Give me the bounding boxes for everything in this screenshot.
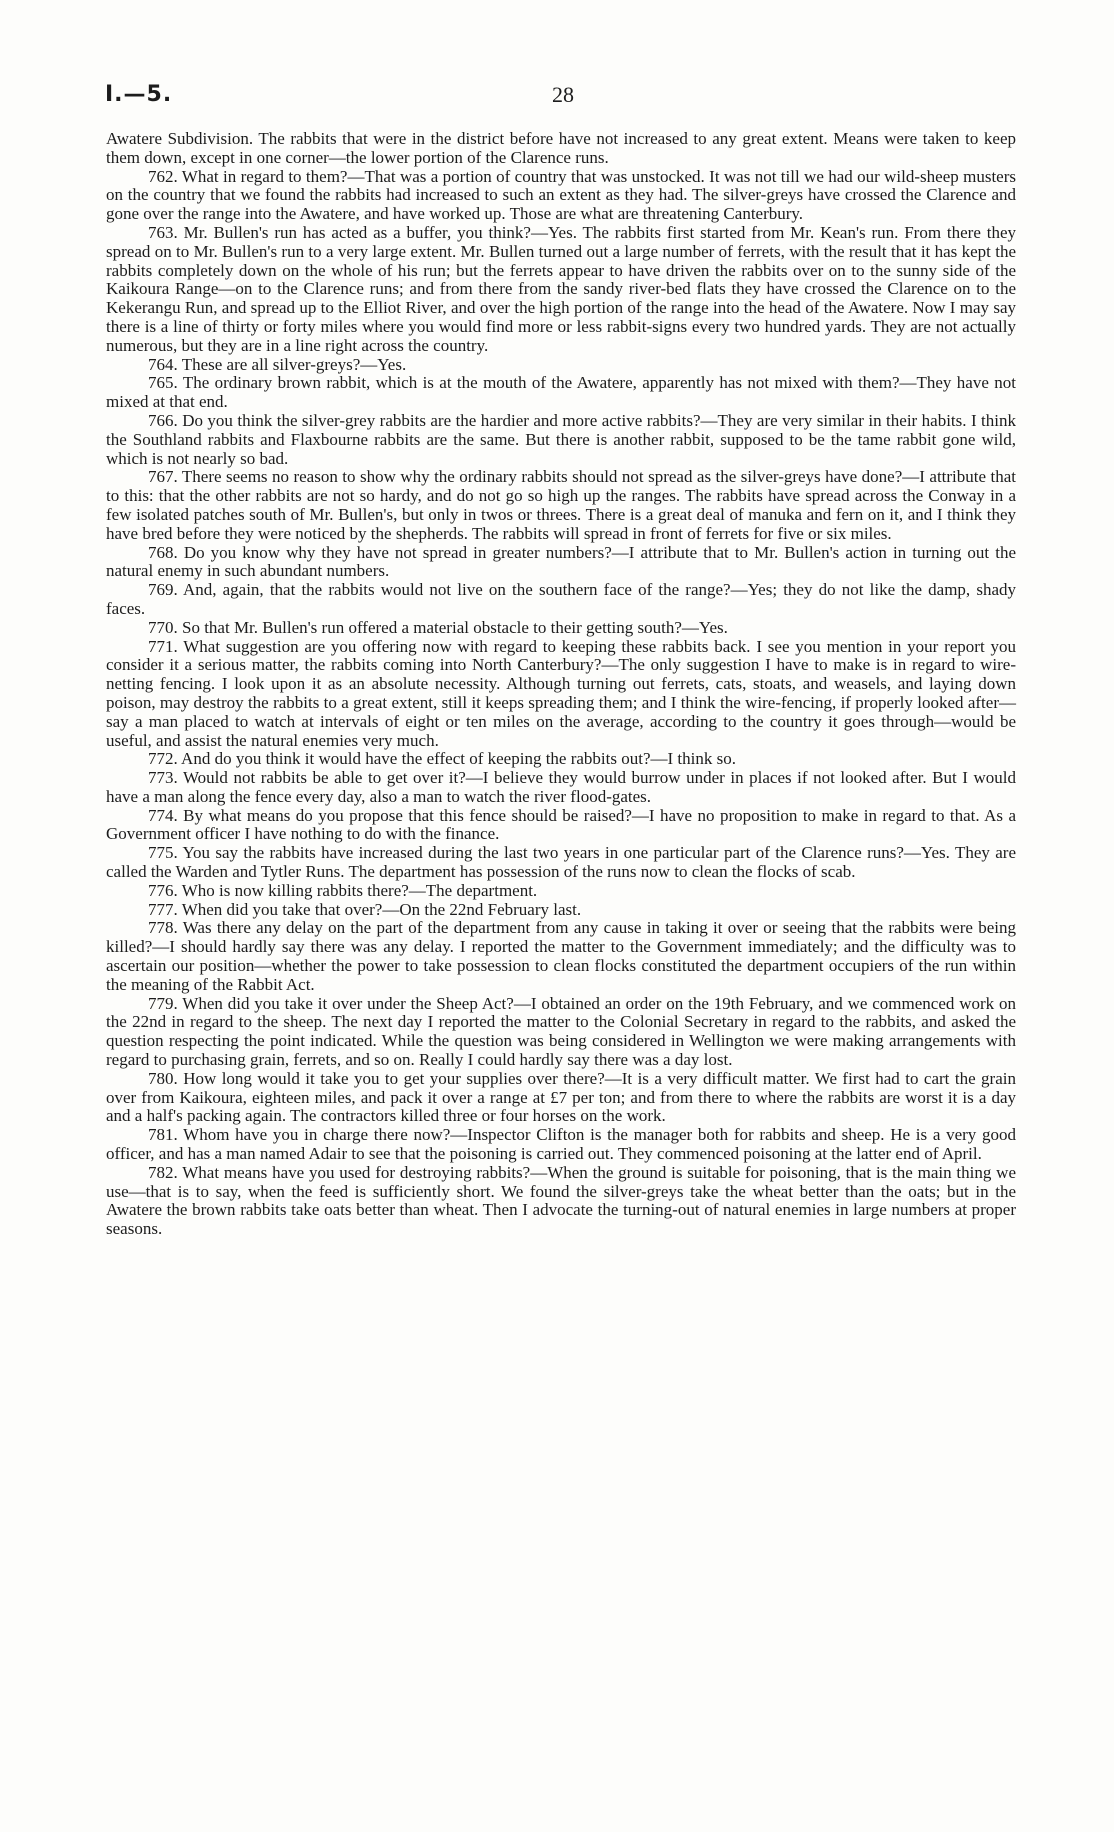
page-number: 28 bbox=[552, 82, 574, 107]
paragraph-778: 778. Was there any delay on the part of the department from any cause in taking it over or seeing that the rabbits were being killed?—I should hardly say there was any delay. I reported the matter to the Government immediately; and the difficulty was to ascertain our position—whether the power to take possession to clean flocks constituted the department occupiers of the run within the meaning of the Rabbit Act. bbox=[106, 918, 1016, 994]
document-code: I.—5. bbox=[105, 82, 173, 107]
paragraph-continuation: Awatere Subdivision. The rabbits that were in the district before have not increased to any great extent. Means were taken to keep them down, except in one corner—the lower portion of the Clarence runs. bbox=[106, 129, 1016, 167]
paragraph-764: 764. These are all silver-greys?—Yes. bbox=[148, 354, 407, 374]
paragraph-780: 780. How long would it take you to get your supplies over there?—It is a very difficult matter. We first had to cart the grain over from Kaikoura, eighteen miles, and pack it over a range at £7 per ton; and from there to where the rabbits are worst it is a day and a half's packing again. The contractors killed three or four horses on the work. bbox=[106, 1068, 1016, 1126]
paragraph-777: 777. When did you take that over?—On the 22nd February last. bbox=[148, 899, 582, 919]
paragraph-775: 775. You say the rabbits have increased during the last two years in one particular part of the Clarence runs?—Yes. They are called the Warden and Tytler Runs. The department has possession of the runs now to clean the flocks of scab. bbox=[106, 843, 1016, 882]
paragraph-782: 782. What means have you used for destroying rabbits?—When the ground is suitable for poisoning, that is the main thing we use—that is to say, when the feed is sufficiently short. We found the silver-greys take the wheat better than the oats; but in the Awatere the brown rabbits take oats better than wheat. Then I advocate the turning-out of natural enemies in large numbers at proper seasons. bbox=[106, 1162, 1016, 1239]
paragraph-762: 762. What in regard to them?—That was a portion of country that was unstocked. It was not till we had our wild-sheep musters on the country that we found the rabbits had increased to such an extent as they had. The silver-greys have crossed the Clarence and gone over the range into the Awatere, and have worked up. Those are what are threatening Canterbury. bbox=[106, 166, 1016, 224]
paragraph-768: 768. Do you know why they have not spread in greater numbers?—I attribute that to Mr. Bullen's action in turning out the natural enemy in such abundant numbers. bbox=[106, 542, 1016, 581]
body-text bbox=[106, 130, 1016, 1239]
paragraph-771: 771. What suggestion are you offering now with regard to keeping these rabbits back. I see you mention in your report you consider it a serious matter, the rabbits coming into North Canterbury?—The only suggestion I have to make is in regard to wire-netting fencing. I look upon it as an absolute necessity. Although turning out ferrets, cats, stoats, and weasels, and laying down poison, may destroy the rabbits to a great extent, still it keeps spreading them; and I think the wire-fencing, if properly looked after—say a man placed to watch at intervals of eight or ten miles on the average, according to the country it goes through—would be useful, and assist the natural enemies very much. bbox=[106, 636, 1016, 750]
paragraph-770: 770. So that Mr. Bullen's run offered a material obstacle to their getting south?—Yes. bbox=[148, 617, 728, 637]
paragraph-774: 774. By what means do you propose that this fence should be raised?—I have no proposition to make in regard to that. As a Government officer I have nothing to do with the finance. bbox=[106, 805, 1016, 844]
paragraph-766: 766. Do you think the silver-grey rabbits are the hardier and more active rabbits?—They are very similar in their habits. I think the Southland rabbits and Flaxbourne rabbits are the same. But there is another rabbit, supposed to be the tame rabbit gone wild, which is not nearly so bad. bbox=[106, 410, 1016, 468]
page-header bbox=[105, 82, 1015, 122]
paragraph-779: 779. When did you take it over under the Sheep Act?—I obtained an order on the 19th February, and we commenced work on the 22nd in regard to the sheep. The next day I reported the matter to the Colonial Secretary in regard to the rabbits, and asked the question respecting the point indicated. While the question was being considered in Wellington we were making arrangements with regard to purchasing grain, ferrets, and so on. Really I could hardly say there was a day lost. bbox=[106, 993, 1016, 1070]
paragraph-781: 781. Whom have you in charge there now?—Inspector Clifton is the manager both for rabbits and sheep. He is a very good officer, and has a man named Adair to see that the poisoning is carried out. They commenced poisoning at the latter end of April. bbox=[106, 1125, 1016, 1164]
paragraph-767: 767. There seems no reason to show why the ordinary rabbits should not spread as the silver-greys have done?—I attribute that to this: that the other rabbits are not so hardy, and do not go so high up the ranges. The rabbits have spread across the Conway in a few isolated patches south of Mr. Bullen's, but only in twos or threes. There is a great deal of manuka and fern on it, and I think they have bred before they were noticed by the shepherds. The rabbits will spread in front of ferrets for five or six miles. bbox=[106, 467, 1016, 543]
paragraph-773: 773. Would not rabbits be able to get over it?—I believe they would burrow under in places if not looked after. But I would have a man along the fence every day, also a man to watch the river flood-gates. bbox=[106, 768, 1016, 806]
paragraph-769: 769. And, again, that the rabbits would not live on the southern face of the range?—Yes; they do not like the damp, shady faces. bbox=[106, 580, 1016, 618]
paragraph-765: 765. The ordinary brown rabbit, which is at the mouth of the Awatere, apparently has not mixed with them?—They have not mixed at that end. bbox=[106, 373, 1016, 412]
paragraph-776: 776. Who is now killing rabbits there?—The department. bbox=[148, 880, 538, 900]
paragraph-772: 772. And do you think it would have the effect of keeping the rabbits out?—I think so. bbox=[148, 749, 736, 769]
paragraph-763: 763. Mr. Bullen's run has acted as a buffer, you think?—Yes. The rabbits first started from Mr. Kean's run. From there they spread on to Mr. Bullen's run to a very large extent. Mr. Bullen turned out a large number of ferrets, with the result that it has kept the rabbits completely down on the whole of his run; but the ferrets appear to have driven the rabbits over on to the sunny side of the Kaikoura Range—on to the Clarence runs; and from there from the sandy river-bed flats they have crossed the Clarence on to the Kekerangu Run, and spread up to the Elliot River, and over the high portion of the range into the head of the Awatere. Now I may say there is a line of thirty or forty miles where you would find more or less rabbit-signs every two hundred yards. They are not actually numerous, but they are in a line right across the country. bbox=[106, 222, 1016, 355]
